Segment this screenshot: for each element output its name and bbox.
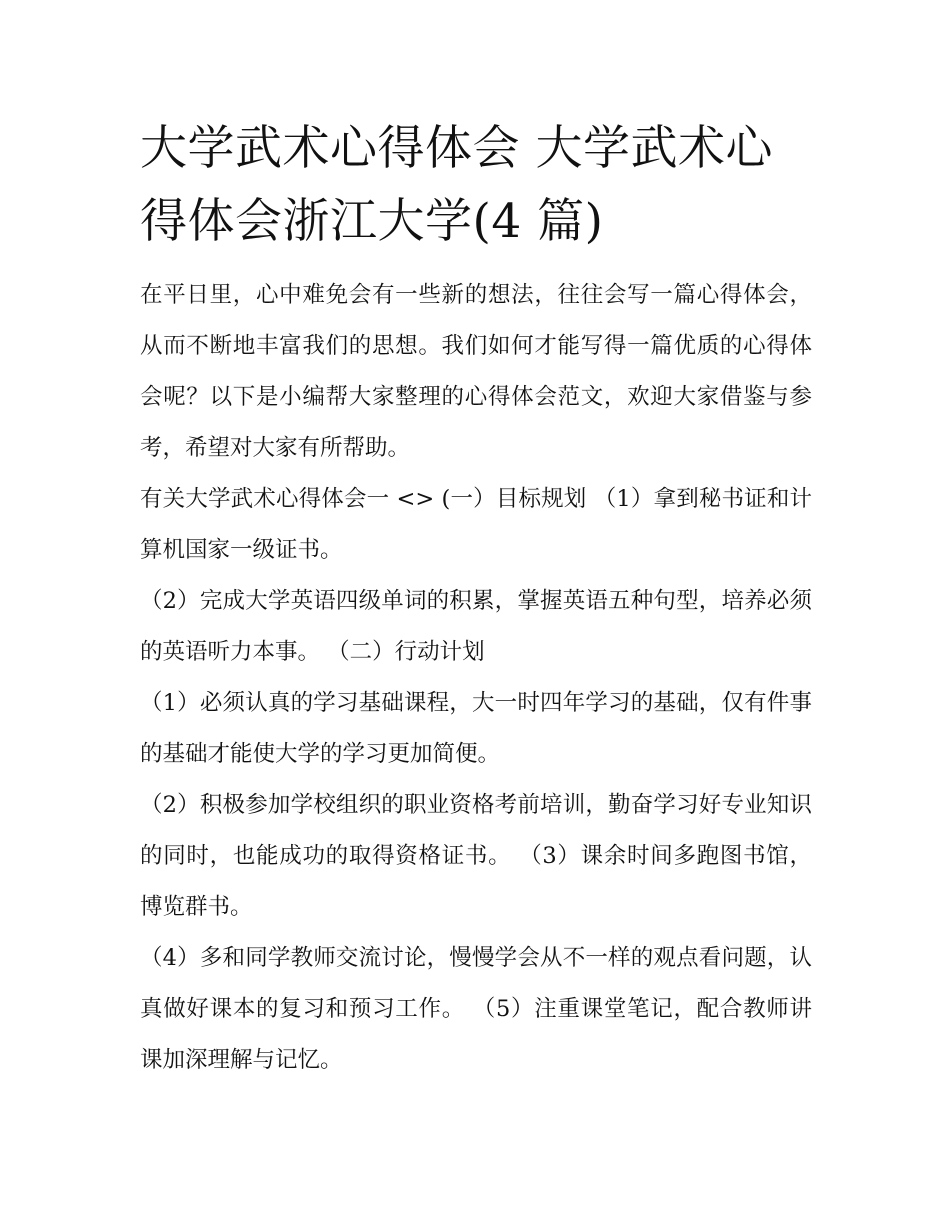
paragraph-plan-4: （4）多和同学教师交流讨论，慢慢学会从不一样的观点看问题，认真做好课本的复习和预习工作。 （5）注重课堂笔记，配合教师讲课加深理解与记忆。 [140,945,812,1073]
document-title: 大学武术心得体会 大学武术心得体会浙江大学(4 篇) [140,121,773,249]
paragraph-goal-1: 有关大学武术心得体会一 <> (一）目标规划 （1）拿到秘书证和计算机国家一级证书。 [140,486,812,563]
paragraph-goal-2: （2）完成大学英语四级单词的积累，掌握英语五种句型，培养必须的英语听力本事。 （二）行动计划 [140,588,812,665]
paragraph-plan-1: （1）必须认真的学习基础课程，大一时四年学习的基础，仅有件事的基础才能使大学的学习更加简便。 [140,690,812,767]
document-body [140,270,812,1086]
paragraph-intro: 在平日里，心中难免会有一些新的想法，往往会写一篇心得体会，从而不断地丰富我们的思想。我们如何才能写得一篇优质的心得体会呢？以下是小编帮大家整理的心得体会范文，欢迎大家借鉴与参考，希望对大家有所帮助。 [140,282,812,461]
paragraph-plan-2: （2）积极参加学校组织的职业资格考前培训，勤奋学习好专业知识的同时，也能成功的取得资格证书。 （3）课余时间多跑图书馆，博览群书。 [140,792,812,920]
